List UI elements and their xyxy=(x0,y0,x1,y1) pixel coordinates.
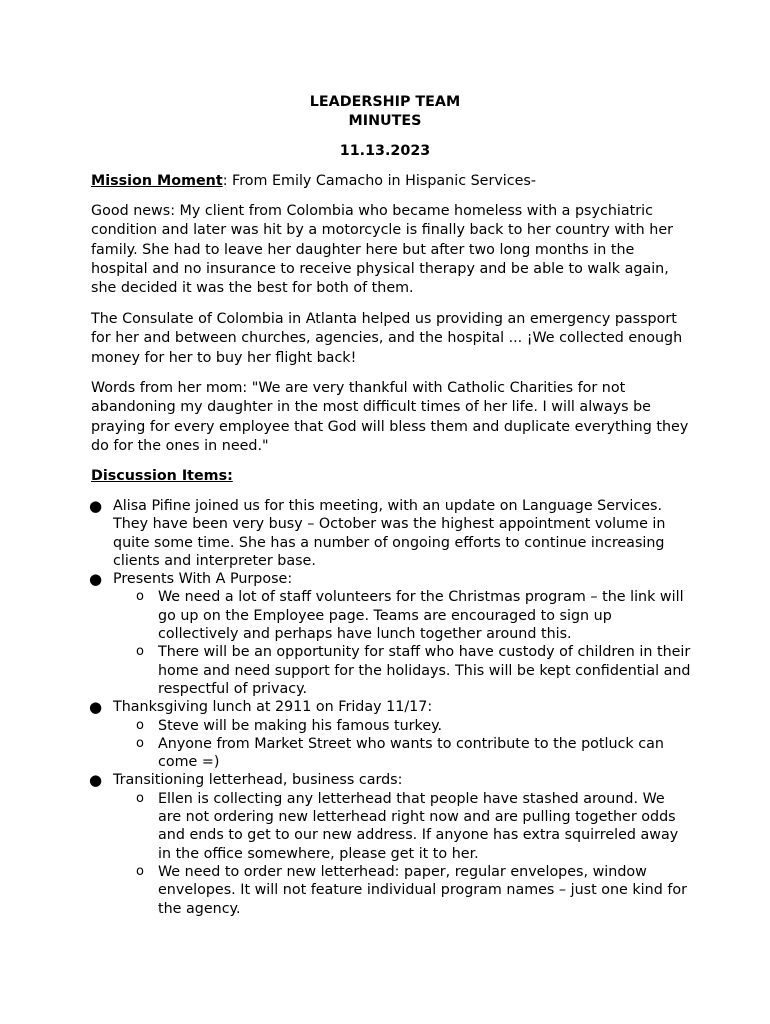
list-item: ● Thanksgiving lunch at 2911 on Friday 11/17: o Steve will be making his famous turkey. o Anyone from Market Street who wants to contribute to the potluck can come =) xyxy=(91,698,691,771)
paragraph-good-news: Good news: My client from Colombia who became homeless with a psychiatric condition and later was hit by a motorcycle is finally back to her country with her family. She had to leave her daughter here but after two long months in the hospital and no insurance to receive physical therapy and be able to walk again, she decided it was the best for both of them. xyxy=(91,203,674,297)
discussion-heading: Discussion Items: xyxy=(91,468,233,484)
sub-list xyxy=(113,717,691,772)
mission-moment-text: : From Emily Camacho in Hispanic Services- xyxy=(222,173,537,189)
list-item: ● Transitioning letterhead, business cards: o Ellen is collecting any letterhead that people have stashed around. We are not ordering new letterhead right now and are pulling together odds and ends to get to our new address. If anyone has extra squirreled away in the office somewhere, please get it to her. o We need to order new letterhead: paper, regular envelopes, window envelopes. It will not feature individual program names – just one kind for the agency. xyxy=(91,771,691,917)
sub-list xyxy=(113,790,691,918)
bullet-icon: ● xyxy=(89,771,103,790)
mission-moment xyxy=(91,172,691,191)
document-date: 11.13.2023 xyxy=(339,143,431,159)
circle-bullet-icon: o xyxy=(136,717,144,733)
document-title-line2: MINUTES xyxy=(348,113,422,129)
sub-list-item: o We need to order new letterhead: paper, regular envelopes, window envelopes. It will not feature individual program names – just one kind for the agency. xyxy=(136,863,687,917)
paragraph-mom-words: Words from her mom: "We are very thankful with Catholic Charities for not abandoning my daughter in the most difficult times of her life. I will always be praying for every employee that God will bless them and duplicate everything they do for the ones in need." xyxy=(91,380,689,454)
mission-moment-label: Mission Moment xyxy=(91,173,223,189)
bullet-icon: ● xyxy=(89,497,103,515)
paragraph-consulate: The Consulate of Colombia in Atlanta helped us providing an emergency passport for her and between churches, agencies, and the hospital ... ¡We collected enough money for her to buy her flight back! xyxy=(91,311,683,366)
bullet-icon: ● xyxy=(89,698,103,717)
sub-list-item: o Anyone from Market Street who wants to contribute to the potluck can come =) xyxy=(136,735,664,771)
bullet-icon: ● xyxy=(89,570,103,589)
document-title-line1: LEADERSHIP TEAM xyxy=(309,94,461,110)
circle-bullet-icon: o xyxy=(136,790,144,806)
sub-list-item: o There will be an opportunity for staff who have custody of children in their home and need support for the holidays. This will be kept confidential and respectful of privacy. xyxy=(136,644,691,697)
discussion-list xyxy=(91,497,691,918)
circle-bullet-icon: o xyxy=(136,644,144,660)
circle-bullet-icon: o xyxy=(136,863,144,879)
list-item: ● Alisa Pifine joined us for this meeting, with an update on Language Services. They have been very busy – October was the highest appointment volume in quite some time. She has a number of ongoing efforts to continue increasing clients and interpreter base. xyxy=(89,497,666,569)
list-item: ● Presents With A Purpose: o We need a lot of staff volunteers for the Christmas program – the link will go up on the Employee page. Teams are encouraged to sign up collectively and perhaps have lunch together around this. o There will be an opportunity for staff who have custody of children in their home and need support for the holidays. This will be kept confidential and respectful of privacy. xyxy=(89,570,691,697)
sub-list-item: o Steve will be making his famous turkey. xyxy=(136,717,443,734)
circle-bullet-icon: o xyxy=(136,735,144,751)
sub-list-item: o Ellen is collecting any letterhead that people have stashed around. We are not ordering new letterhead right now and are pulling together odds and ends to get to our new address. If anyone has extra squirreled away in the office somewhere, please get it to her. xyxy=(136,790,679,862)
sub-list-item: o We need a lot of staff volunteers for the Christmas program – the link will go up on the Employee page. Teams are encouraged to sign up collectively and perhaps have lunch together around this. xyxy=(136,589,684,643)
circle-bullet-icon: o xyxy=(136,589,144,605)
sub-list xyxy=(113,588,691,698)
